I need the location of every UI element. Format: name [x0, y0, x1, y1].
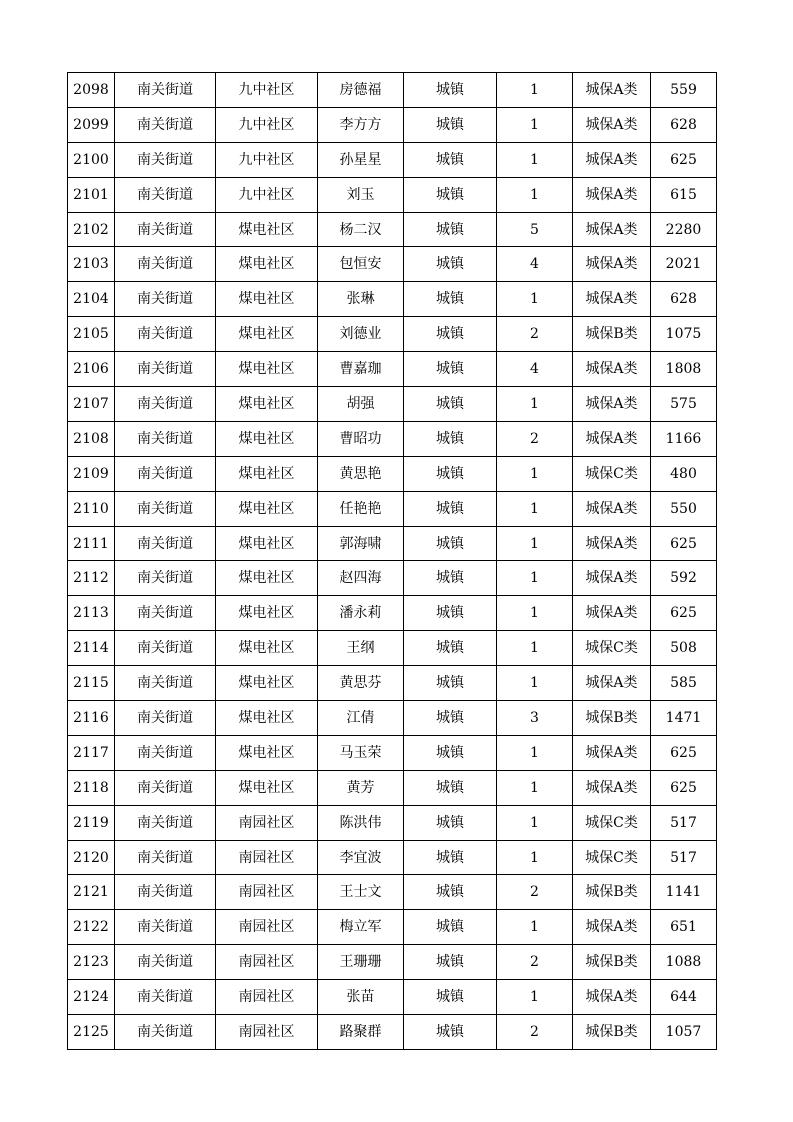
person-name-cell: 陈洪伟: [318, 805, 404, 840]
street-cell: 南关街道: [115, 945, 216, 980]
category-cell: 城保A类: [573, 596, 651, 631]
row-number-cell: 2100: [68, 142, 115, 177]
household-size-cell: 1: [497, 282, 573, 317]
household-size-cell: 1: [497, 73, 573, 108]
household-type-cell: 城镇: [404, 1015, 497, 1050]
street-cell: 南关街道: [115, 666, 216, 701]
community-cell: 煤电社区: [216, 387, 318, 422]
category-cell: 城保C类: [573, 456, 651, 491]
person-name-cell: 刘玉: [318, 177, 404, 212]
street-cell: 南关街道: [115, 491, 216, 526]
person-name-cell: 马玉荣: [318, 735, 404, 770]
household-size-cell: 4: [497, 352, 573, 387]
household-size-cell: 5: [497, 212, 573, 247]
household-type-cell: 城镇: [404, 317, 497, 352]
category-cell: 城保A类: [573, 247, 651, 282]
amount-cell: 625: [651, 770, 717, 805]
community-cell: 煤电社区: [216, 352, 318, 387]
household-size-cell: 1: [497, 491, 573, 526]
category-cell: 城保A类: [573, 980, 651, 1015]
amount-cell: 644: [651, 980, 717, 1015]
street-cell: 南关街道: [115, 561, 216, 596]
category-cell: 城保C类: [573, 805, 651, 840]
household-size-cell: 1: [497, 735, 573, 770]
row-number-cell: 2098: [68, 73, 115, 108]
amount-cell: 559: [651, 73, 717, 108]
row-number-cell: 2103: [68, 247, 115, 282]
roster-table: [67, 72, 717, 1050]
category-cell: 城保B类: [573, 701, 651, 736]
community-cell: 煤电社区: [216, 491, 318, 526]
row-number-cell: 2106: [68, 352, 115, 387]
household-size-cell: 1: [497, 631, 573, 666]
street-cell: 南关街道: [115, 107, 216, 142]
amount-cell: 480: [651, 456, 717, 491]
row-number-cell: 2111: [68, 526, 115, 561]
row-number-cell: 2122: [68, 910, 115, 945]
person-name-cell: 张琳: [318, 282, 404, 317]
row-number-cell: 2105: [68, 317, 115, 352]
household-type-cell: 城镇: [404, 421, 497, 456]
street-cell: 南关街道: [115, 247, 216, 282]
community-cell: 南园社区: [216, 945, 318, 980]
person-name-cell: 李方方: [318, 107, 404, 142]
household-type-cell: 城镇: [404, 631, 497, 666]
community-cell: 煤电社区: [216, 282, 318, 317]
household-type-cell: 城镇: [404, 73, 497, 108]
person-name-cell: 曹嘉珈: [318, 352, 404, 387]
household-size-cell: 4: [497, 247, 573, 282]
amount-cell: 1075: [651, 317, 717, 352]
household-type-cell: 城镇: [404, 910, 497, 945]
amount-cell: 592: [651, 561, 717, 596]
row-number-cell: 2124: [68, 980, 115, 1015]
street-cell: 南关街道: [115, 631, 216, 666]
category-cell: 城保A类: [573, 387, 651, 422]
community-cell: 九中社区: [216, 107, 318, 142]
community-cell: 南园社区: [216, 910, 318, 945]
amount-cell: 2280: [651, 212, 717, 247]
amount-cell: 651: [651, 910, 717, 945]
table-row: [68, 526, 717, 561]
person-name-cell: 王纲: [318, 631, 404, 666]
street-cell: 南关街道: [115, 875, 216, 910]
household-size-cell: 2: [497, 945, 573, 980]
street-cell: 南关街道: [115, 980, 216, 1015]
row-number-cell: 2102: [68, 212, 115, 247]
person-name-cell: 李宜波: [318, 840, 404, 875]
row-number-cell: 2118: [68, 770, 115, 805]
household-size-cell: 1: [497, 666, 573, 701]
table-row: [68, 456, 717, 491]
category-cell: 城保A类: [573, 770, 651, 805]
table-row: [68, 177, 717, 212]
household-size-cell: 2: [497, 1015, 573, 1050]
street-cell: 南关街道: [115, 910, 216, 945]
amount-cell: 615: [651, 177, 717, 212]
person-name-cell: 孙星星: [318, 142, 404, 177]
household-size-cell: 2: [497, 875, 573, 910]
category-cell: 城保A类: [573, 142, 651, 177]
amount-cell: 1088: [651, 945, 717, 980]
household-size-cell: 1: [497, 770, 573, 805]
category-cell: 城保C类: [573, 840, 651, 875]
row-number-cell: 2117: [68, 735, 115, 770]
table-row: [68, 666, 717, 701]
table-row: [68, 840, 717, 875]
table-row: [68, 945, 717, 980]
street-cell: 南关街道: [115, 387, 216, 422]
table-row: [68, 317, 717, 352]
household-type-cell: 城镇: [404, 142, 497, 177]
household-size-cell: 1: [497, 107, 573, 142]
category-cell: 城保A类: [573, 561, 651, 596]
row-number-cell: 2115: [68, 666, 115, 701]
category-cell: 城保B类: [573, 317, 651, 352]
household-type-cell: 城镇: [404, 526, 497, 561]
amount-cell: 628: [651, 282, 717, 317]
household-type-cell: 城镇: [404, 770, 497, 805]
amount-cell: 625: [651, 596, 717, 631]
community-cell: 煤电社区: [216, 317, 318, 352]
row-number-cell: 2119: [68, 805, 115, 840]
community-cell: 煤电社区: [216, 596, 318, 631]
row-number-cell: 2109: [68, 456, 115, 491]
person-name-cell: 张苗: [318, 980, 404, 1015]
community-cell: 南园社区: [216, 840, 318, 875]
table-row: [68, 107, 717, 142]
household-size-cell: 1: [497, 177, 573, 212]
community-cell: 煤电社区: [216, 561, 318, 596]
row-number-cell: 2120: [68, 840, 115, 875]
household-size-cell: 1: [497, 805, 573, 840]
person-name-cell: 王士文: [318, 875, 404, 910]
household-type-cell: 城镇: [404, 596, 497, 631]
category-cell: 城保B类: [573, 875, 651, 910]
household-type-cell: 城镇: [404, 666, 497, 701]
category-cell: 城保A类: [573, 212, 651, 247]
category-cell: 城保A类: [573, 526, 651, 561]
community-cell: 煤电社区: [216, 701, 318, 736]
street-cell: 南关街道: [115, 770, 216, 805]
street-cell: 南关街道: [115, 701, 216, 736]
street-cell: 南关街道: [115, 1015, 216, 1050]
person-name-cell: 梅立军: [318, 910, 404, 945]
amount-cell: 625: [651, 142, 717, 177]
person-name-cell: 潘永莉: [318, 596, 404, 631]
household-type-cell: 城镇: [404, 945, 497, 980]
community-cell: 煤电社区: [216, 247, 318, 282]
community-cell: 煤电社区: [216, 212, 318, 247]
table-row: [68, 142, 717, 177]
category-cell: 城保A类: [573, 491, 651, 526]
amount-cell: 550: [651, 491, 717, 526]
row-number-cell: 2123: [68, 945, 115, 980]
category-cell: 城保A类: [573, 177, 651, 212]
community-cell: 九中社区: [216, 73, 318, 108]
household-type-cell: 城镇: [404, 107, 497, 142]
table-row: [68, 875, 717, 910]
community-cell: 煤电社区: [216, 421, 318, 456]
person-name-cell: 包恒安: [318, 247, 404, 282]
amount-cell: 1808: [651, 352, 717, 387]
household-size-cell: 2: [497, 317, 573, 352]
table-row: [68, 421, 717, 456]
amount-cell: 517: [651, 840, 717, 875]
community-cell: 九中社区: [216, 177, 318, 212]
street-cell: 南关街道: [115, 840, 216, 875]
household-size-cell: 1: [497, 456, 573, 491]
person-name-cell: 胡强: [318, 387, 404, 422]
amount-cell: 628: [651, 107, 717, 142]
community-cell: 煤电社区: [216, 770, 318, 805]
table-row: [68, 1015, 717, 1050]
table-row: [68, 980, 717, 1015]
household-type-cell: 城镇: [404, 387, 497, 422]
household-type-cell: 城镇: [404, 456, 497, 491]
table-row: [68, 770, 717, 805]
category-cell: 城保A类: [573, 282, 651, 317]
street-cell: 南关街道: [115, 177, 216, 212]
table-row: [68, 282, 717, 317]
person-name-cell: 黄思芬: [318, 666, 404, 701]
household-type-cell: 城镇: [404, 352, 497, 387]
row-number-cell: 2116: [68, 701, 115, 736]
row-number-cell: 2114: [68, 631, 115, 666]
person-name-cell: 赵四海: [318, 561, 404, 596]
amount-cell: 2021: [651, 247, 717, 282]
roster-body: [68, 73, 717, 1050]
person-name-cell: 曹昭功: [318, 421, 404, 456]
table-row: [68, 805, 717, 840]
household-size-cell: 1: [497, 526, 573, 561]
street-cell: 南关街道: [115, 805, 216, 840]
household-size-cell: 2: [497, 421, 573, 456]
household-type-cell: 城镇: [404, 980, 497, 1015]
table-row: [68, 631, 717, 666]
person-name-cell: 王珊珊: [318, 945, 404, 980]
street-cell: 南关街道: [115, 282, 216, 317]
table-row: [68, 596, 717, 631]
household-size-cell: 1: [497, 561, 573, 596]
row-number-cell: 2107: [68, 387, 115, 422]
amount-cell: 1471: [651, 701, 717, 736]
amount-cell: 1141: [651, 875, 717, 910]
table-row: [68, 352, 717, 387]
table-row: [68, 491, 717, 526]
amount-cell: 575: [651, 387, 717, 422]
row-number-cell: 2099: [68, 107, 115, 142]
amount-cell: 1057: [651, 1015, 717, 1050]
table-row: [68, 701, 717, 736]
household-type-cell: 城镇: [404, 491, 497, 526]
street-cell: 南关街道: [115, 456, 216, 491]
household-size-cell: 1: [497, 596, 573, 631]
category-cell: 城保A类: [573, 910, 651, 945]
household-size-cell: 3: [497, 701, 573, 736]
row-number-cell: 2108: [68, 421, 115, 456]
community-cell: 九中社区: [216, 142, 318, 177]
street-cell: 南关街道: [115, 352, 216, 387]
amount-cell: 517: [651, 805, 717, 840]
community-cell: 煤电社区: [216, 666, 318, 701]
household-size-cell: 1: [497, 142, 573, 177]
category-cell: 城保A类: [573, 735, 651, 770]
household-type-cell: 城镇: [404, 247, 497, 282]
street-cell: 南关街道: [115, 212, 216, 247]
community-cell: 南园社区: [216, 980, 318, 1015]
table-row: [68, 387, 717, 422]
amount-cell: 508: [651, 631, 717, 666]
street-cell: 南关街道: [115, 317, 216, 352]
amount-cell: 625: [651, 735, 717, 770]
table-row: [68, 910, 717, 945]
table-row: [68, 73, 717, 108]
category-cell: 城保A类: [573, 107, 651, 142]
household-type-cell: 城镇: [404, 735, 497, 770]
household-size-cell: 1: [497, 910, 573, 945]
person-name-cell: 黄芳: [318, 770, 404, 805]
street-cell: 南关街道: [115, 142, 216, 177]
household-type-cell: 城镇: [404, 701, 497, 736]
person-name-cell: 杨二汉: [318, 212, 404, 247]
person-name-cell: 郭海啸: [318, 526, 404, 561]
household-type-cell: 城镇: [404, 875, 497, 910]
street-cell: 南关街道: [115, 526, 216, 561]
table-row: [68, 561, 717, 596]
category-cell: 城保B类: [573, 1015, 651, 1050]
household-type-cell: 城镇: [404, 177, 497, 212]
amount-cell: 625: [651, 526, 717, 561]
person-name-cell: 房德福: [318, 73, 404, 108]
person-name-cell: 江倩: [318, 701, 404, 736]
person-name-cell: 刘德业: [318, 317, 404, 352]
community-cell: 煤电社区: [216, 526, 318, 561]
category-cell: 城保A类: [573, 73, 651, 108]
household-type-cell: 城镇: [404, 282, 497, 317]
table-row: [68, 247, 717, 282]
row-number-cell: 2112: [68, 561, 115, 596]
household-type-cell: 城镇: [404, 840, 497, 875]
community-cell: 南园社区: [216, 875, 318, 910]
row-number-cell: 2113: [68, 596, 115, 631]
household-size-cell: 1: [497, 840, 573, 875]
community-cell: 南园社区: [216, 805, 318, 840]
row-number-cell: 2121: [68, 875, 115, 910]
row-number-cell: 2125: [68, 1015, 115, 1050]
row-number-cell: 2101: [68, 177, 115, 212]
amount-cell: 585: [651, 666, 717, 701]
street-cell: 南关街道: [115, 735, 216, 770]
person-name-cell: 黄思艳: [318, 456, 404, 491]
community-cell: 南园社区: [216, 1015, 318, 1050]
community-cell: 煤电社区: [216, 631, 318, 666]
community-cell: 煤电社区: [216, 456, 318, 491]
street-cell: 南关街道: [115, 596, 216, 631]
row-number-cell: 2104: [68, 282, 115, 317]
category-cell: 城保B类: [573, 945, 651, 980]
household-type-cell: 城镇: [404, 212, 497, 247]
person-name-cell: 路聚群: [318, 1015, 404, 1050]
category-cell: 城保A类: [573, 352, 651, 387]
household-type-cell: 城镇: [404, 561, 497, 596]
household-size-cell: 1: [497, 980, 573, 1015]
street-cell: 南关街道: [115, 421, 216, 456]
row-number-cell: 2110: [68, 491, 115, 526]
street-cell: 南关街道: [115, 73, 216, 108]
amount-cell: 1166: [651, 421, 717, 456]
category-cell: 城保C类: [573, 631, 651, 666]
category-cell: 城保A类: [573, 666, 651, 701]
table-row: [68, 735, 717, 770]
person-name-cell: 任艳艳: [318, 491, 404, 526]
category-cell: 城保A类: [573, 421, 651, 456]
table-row: [68, 212, 717, 247]
household-type-cell: 城镇: [404, 805, 497, 840]
household-size-cell: 1: [497, 387, 573, 422]
community-cell: 煤电社区: [216, 735, 318, 770]
